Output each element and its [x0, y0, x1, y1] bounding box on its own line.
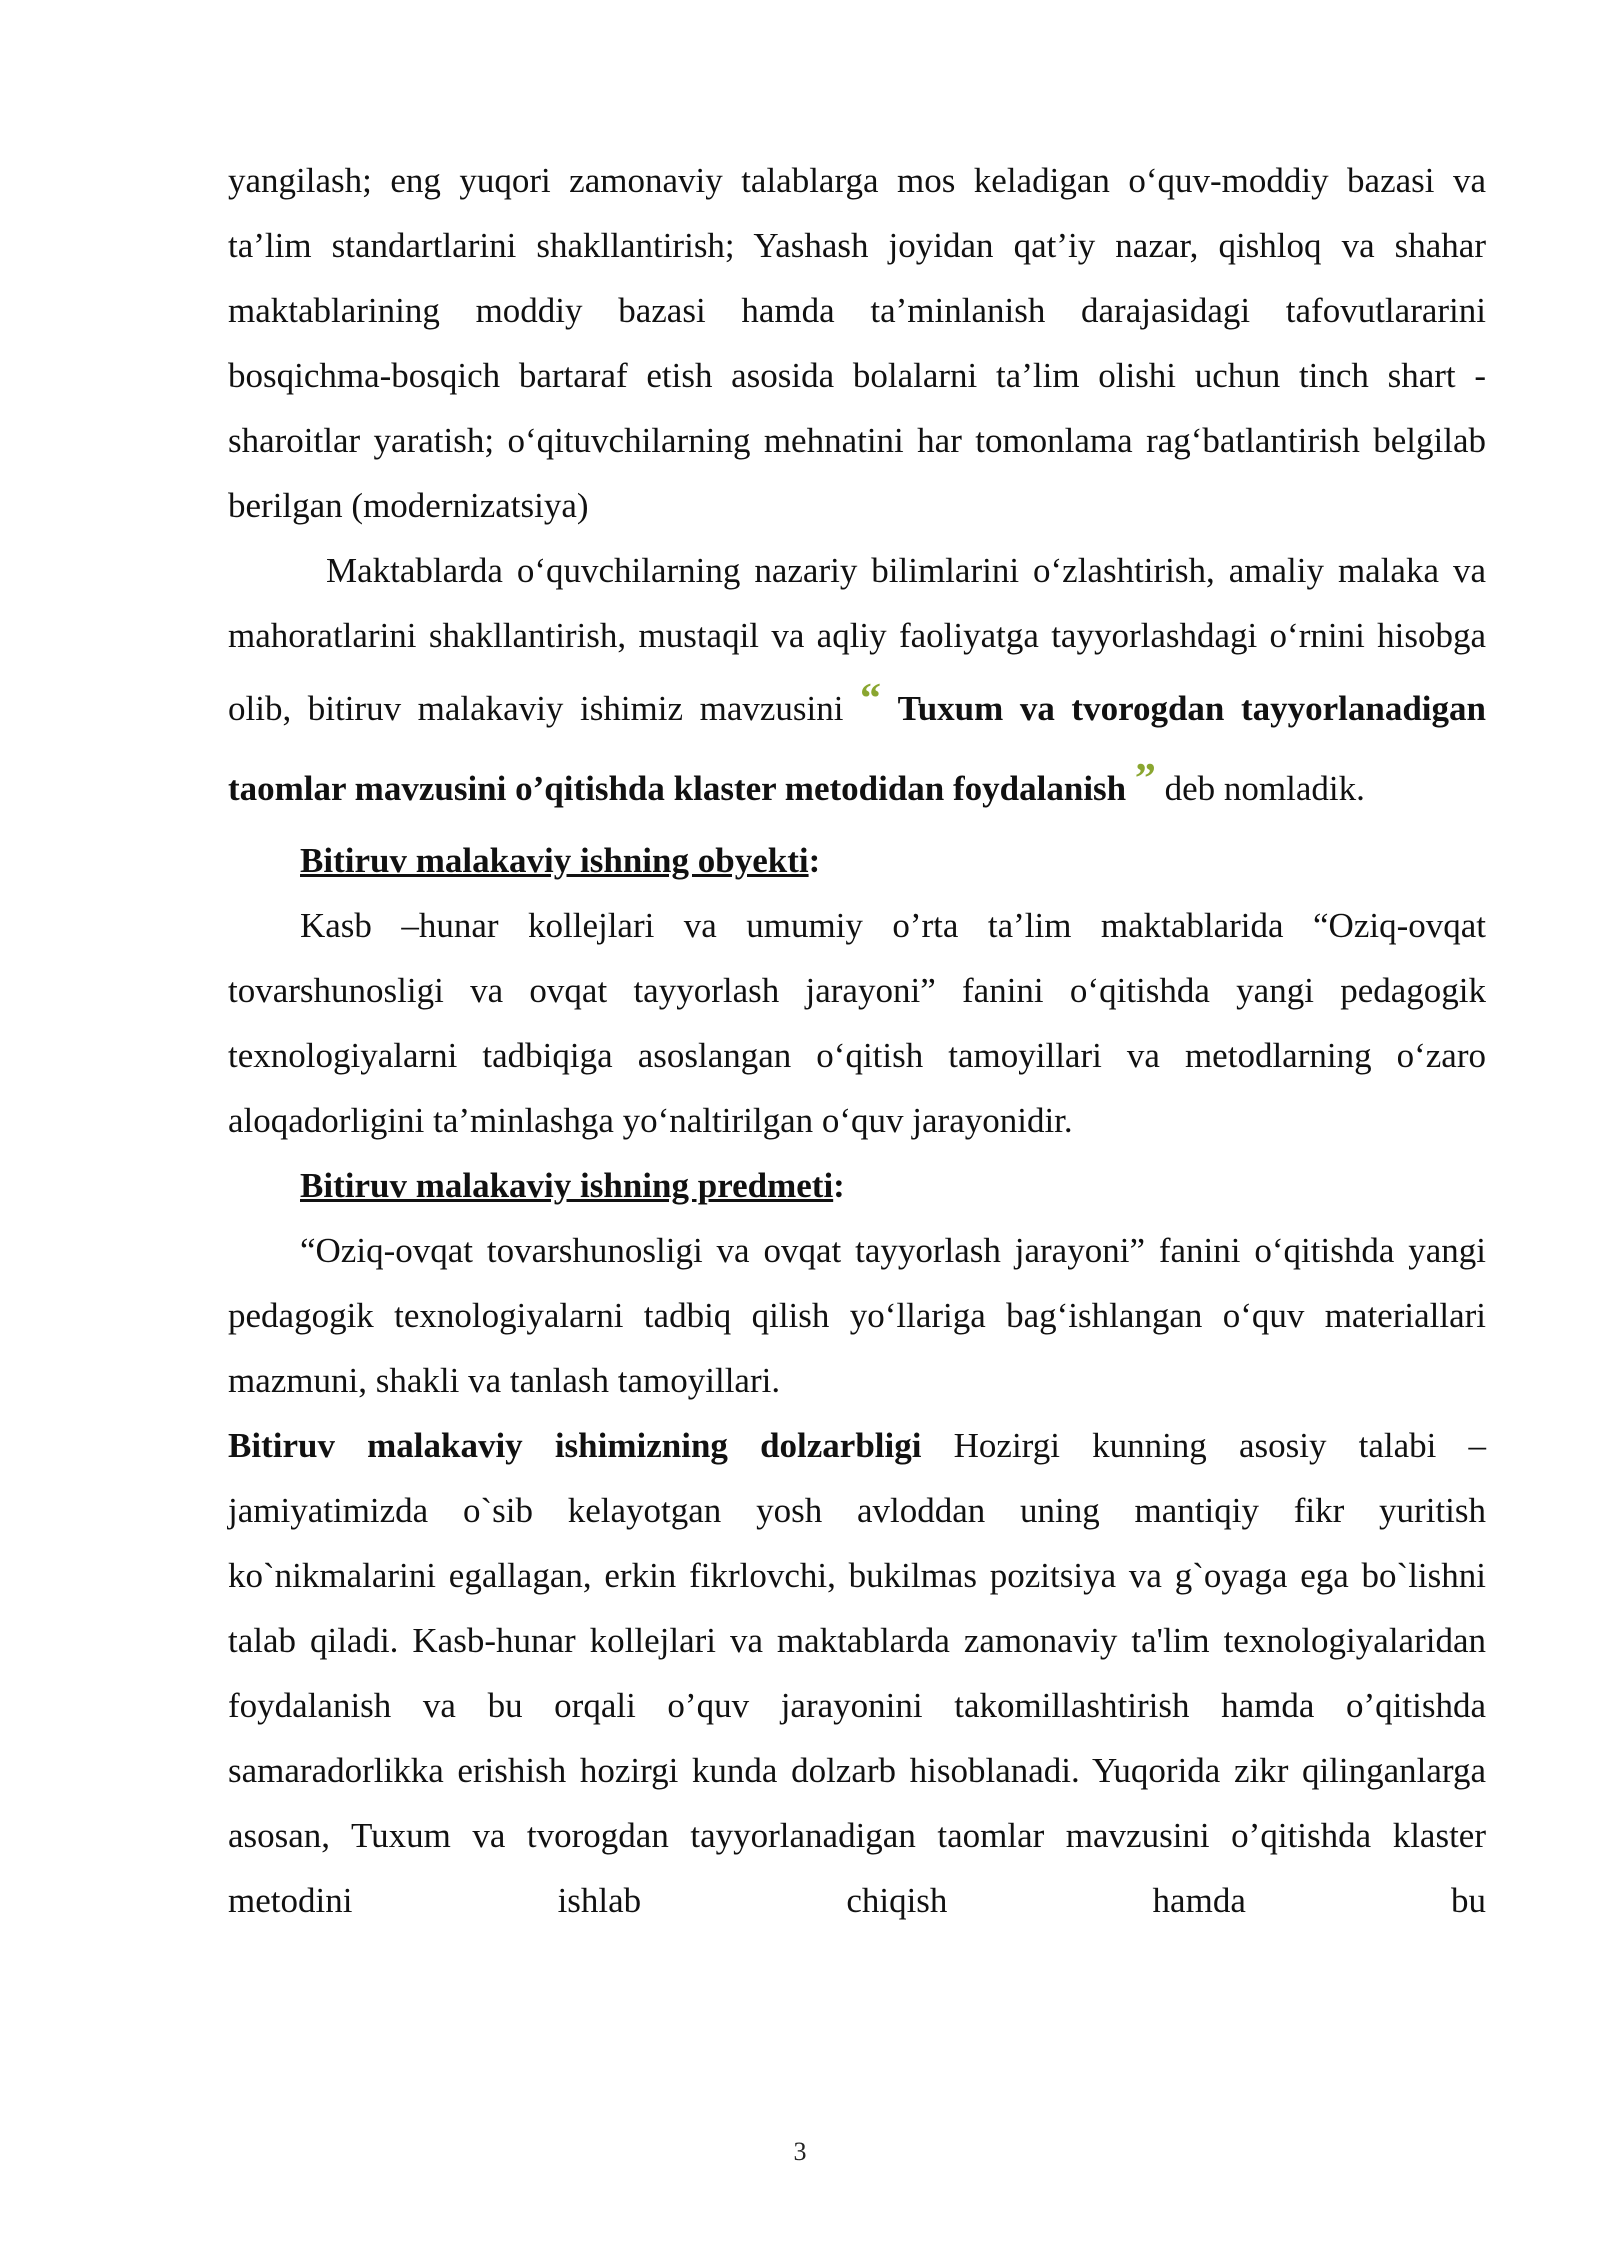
open-quote-mark: “ — [860, 676, 882, 722]
object-heading-line: Bitiruv malakaviy ishning obyekti: — [300, 841, 821, 880]
document-page — [228, 148, 1486, 1933]
page-number: 3 — [793, 2137, 807, 2166]
topic-intro-text: Maktablarda o‘quvchilarning nazariy bilimlarini o‘zlashtirish, amaliy malaka va mahoratlarini shakllantirish, mustaqil va aqliy faoliyatga tayyorlashdagi o‘rnini hisobga olib, bitiruv malakaviy ishimiz mavzusini — [228, 551, 1486, 728]
paragraph-modernization: yangilash; eng yuqori zamonaviy talablarga mos keladigan o‘quv-moddiy bazasi va ta’lim standartlarini shakllantirish; Yashash joyidan qat’iy nazar, qishloq va shahar maktablarining moddiy bazasi hamda ta’minlanish darajasidagi tafovutlararini bosqichma-bosqich bartaraf etish asosida bolalarni ta’lim olishi uchun tinch shart - sharoitlar yaratish; o‘qituvchilarning mehnatini har tomonlama rag‘batlantirish belgilab berilgan (modernizatsiya) — [228, 161, 1486, 525]
relevance-heading: Bitiruv malakaviy ishimizning dolzarbligi — [228, 1426, 922, 1465]
relevance-paragraph — [228, 1413, 1486, 1933]
close-quote-mark: ” — [1134, 756, 1156, 802]
object-heading: Bitiruv malakaviy ishning obyekti — [300, 841, 809, 880]
subject-heading: Bitiruv malakaviy ishning predmeti — [300, 1166, 834, 1205]
relevance-text: Hozirgi kunning asosiy talabi – jamiyatimizda o`sib kelayotgan yosh avloddan uning mantiqiy fikr yuritish ko`nikmalarini egallagan, erkin fikrlovchi, bukilmas pozitsiya va g`oyaga ega bo`lishni talab qiladi. Kasb-hunar kollejlari va maktablarda zamonaviy ta'lim texnologiyalaridan foydalanish va bu orqali o’quv jarayonini takomillashtirish hamda o’qitishda samaradorlikka erishish hozirgi kunda dolzarb hisoblanadi. Yuqorida zikr qilinganlarga asosan, Tuxum va tvorogdan tayyorlanadigan taomlar mavzusini o’qitishda klaster metodini ishlab chiqish hamda bu — [228, 1426, 1486, 1920]
subject-paragraph: “Oziq-ovqat tovarshunosligi va ovqat tayyorlash jarayoni” fanini o‘qitishda yangi pedagogik texnologiyalarni tadbiq qilish yo‘llariga bag‘ishlangan o‘quv materiallari mazmuni, shakli va tanlash tamoyillari. — [228, 1231, 1486, 1400]
thesis-title: Tuxum va tvorogdan tayyorlanadigan taomlar mavzusini o’qitishda klaster metodidan foydalanish — [228, 689, 1486, 808]
subject-heading-line: Bitiruv malakaviy ishning predmeti: — [300, 1166, 845, 1205]
topic-tail-text: deb nomladik. — [1164, 769, 1365, 808]
paragraph-topic — [228, 538, 1486, 828]
object-paragraph: Kasb –hunar kollejlari va umumiy o’rta ta’lim maktablarida “Oziq-ovqat tovarshunosligi va ovqat tayyorlash jarayoni” fanini o‘qitishda yangi pedagogik texnologiyalarni tadbiqiga asoslangan o‘qitish tamoyillari va metodlarning o‘zaro aloqadorligini ta’minlashga yo‘naltirilgan o‘quv jarayonidir. — [228, 906, 1486, 1140]
